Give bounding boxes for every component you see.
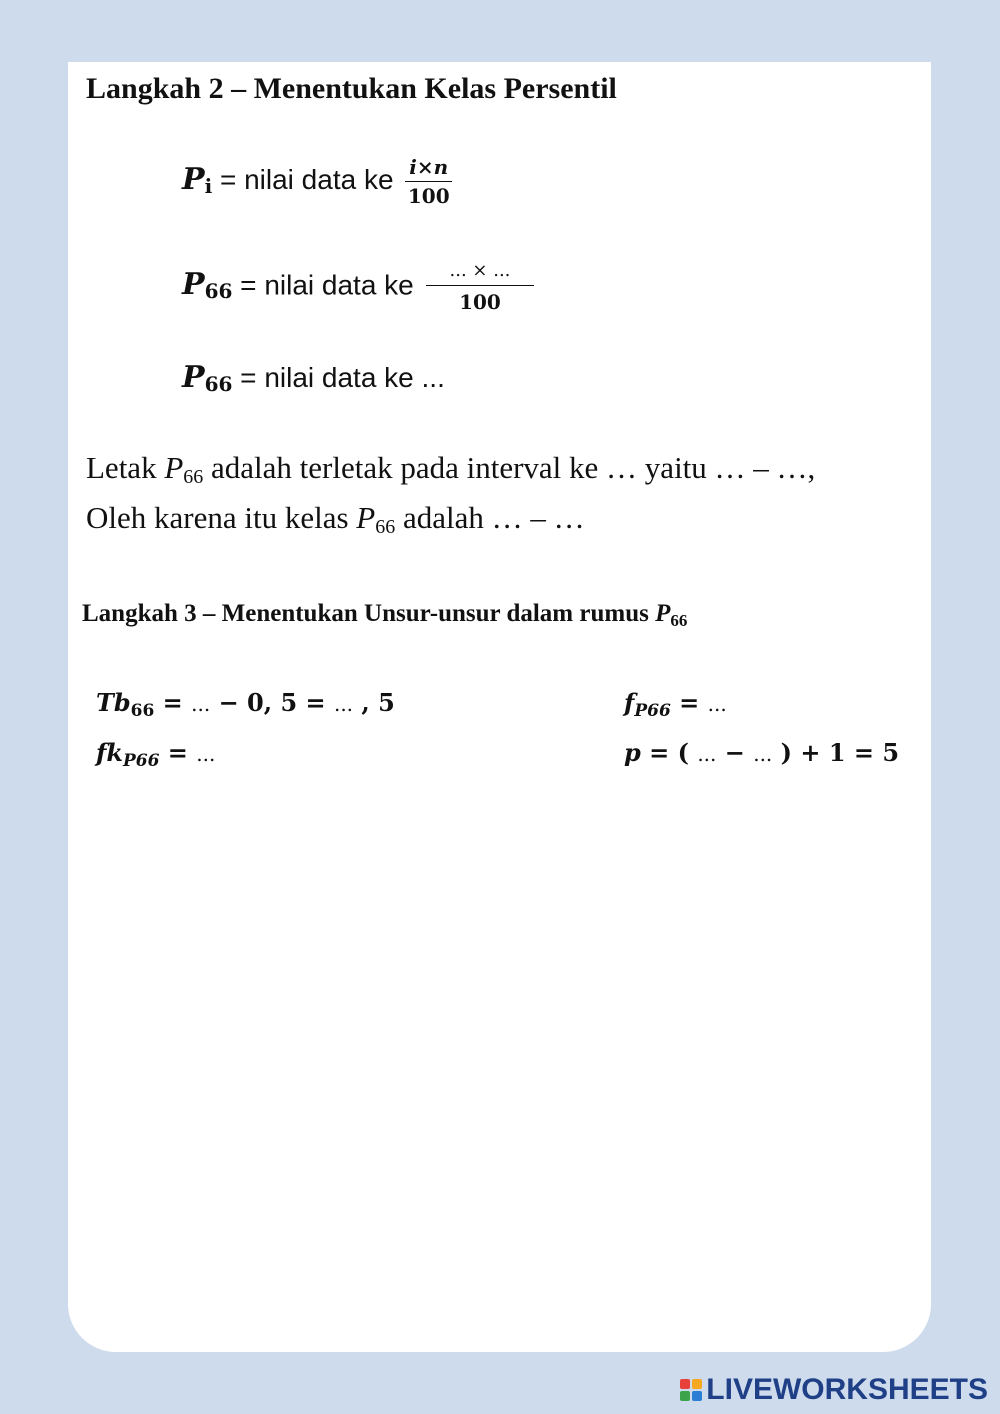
formula-p66-result	[182, 360, 445, 395]
logo-square-orange	[692, 1379, 702, 1389]
logo-square-green	[680, 1391, 690, 1401]
formula-p66-result-symbol: $P_{66}$	[182, 360, 233, 396]
p-equation: p = ( ... − ... ) + 1 = 5	[624, 738, 900, 767]
logo-text: LIVEWORKSHEETS	[706, 1373, 988, 1406]
fp-blank[interactable]: ...	[707, 692, 727, 716]
interval-sentence: Letak $P_{66}$ adalah terletak pada interval ke … yaitu … – …,	[86, 450, 816, 488]
p-blank-2[interactable]: ...	[753, 742, 773, 766]
formula-p66-symbol: $P_{66}$	[182, 267, 233, 304]
p-blank-1[interactable]: ...	[697, 742, 717, 766]
fk-equation: $fk_{P66}$ = ...	[96, 738, 216, 771]
formula-pi-text: = nilai data ke	[212, 163, 402, 195]
tb-equation: $Tb_{66}$ = ... − 0, 5 = ... , 5	[96, 688, 395, 721]
fraction-denominator: 100	[407, 184, 450, 208]
tb-blank-2[interactable]: ...	[333, 692, 354, 716]
logo-square-blue	[692, 1391, 702, 1401]
fraction-numerator: i×n	[405, 155, 452, 182]
formula-pi	[182, 155, 452, 208]
formula-pi-symbol: $P_i$	[182, 161, 213, 198]
formula-pi-fraction	[405, 155, 452, 208]
formula-p66-text: = nilai data ke	[232, 269, 422, 301]
formula-p66-fraction	[426, 260, 535, 314]
logo-square-red	[680, 1379, 690, 1389]
liveworksheets-logo[interactable]	[680, 1370, 988, 1410]
fraction-denominator: 100	[459, 290, 501, 314]
tb-blank-1[interactable]: ...	[191, 692, 211, 716]
fp-equation: $f_{P66}$ = ...	[624, 688, 727, 721]
formula-p66-result-text[interactable]: = nilai data ke ...	[232, 362, 445, 393]
class-sentence-blanks[interactable]: adalah … – …	[395, 500, 585, 535]
step2-title: Langkah 2 – Menentukan Kelas Persentil	[86, 72, 617, 105]
class-sentence: Oleh karena itu kelas $P_{66}$ adalah … – …	[86, 500, 585, 538]
fraction-numerator-blank[interactable]: ... × ...	[426, 260, 535, 286]
step3-title: Langkah 3 – Menentukan Unsur-unsur dalam rumus $P_{66}$	[82, 600, 688, 630]
formula-p66	[182, 260, 534, 314]
interval-sentence-blanks[interactable]: adalah terletak pada interval ke … yaitu … – …,	[203, 450, 816, 485]
fk-blank[interactable]: ...	[196, 742, 216, 766]
logo-grid-icon	[680, 1379, 702, 1401]
